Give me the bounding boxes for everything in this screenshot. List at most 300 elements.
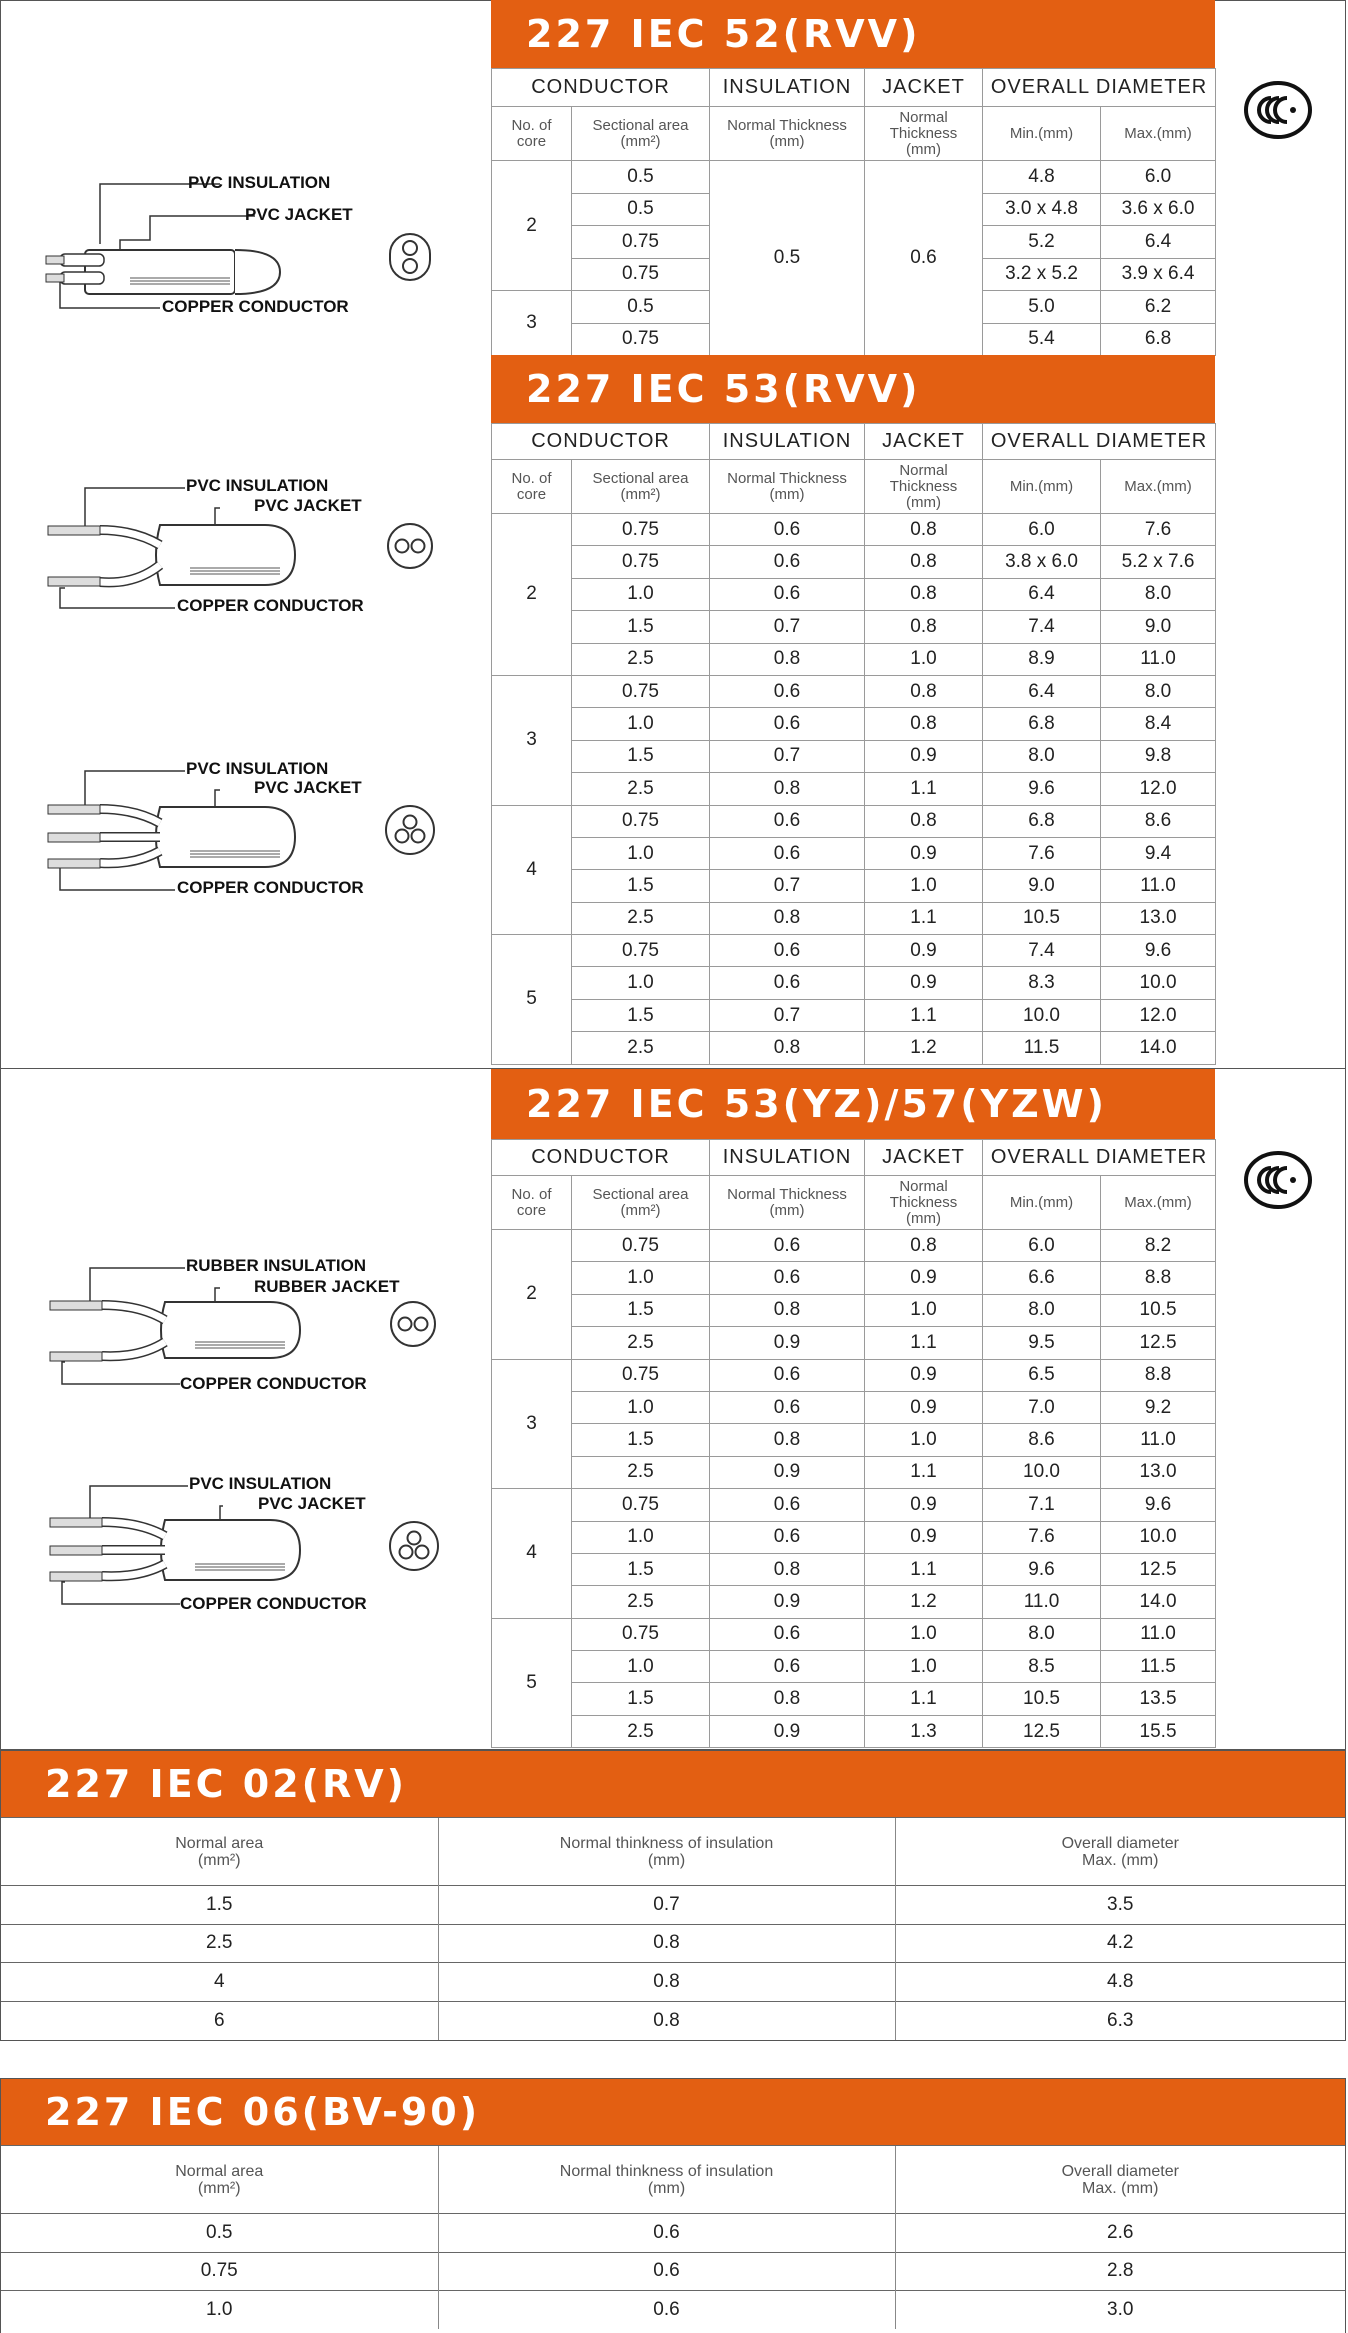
diameter-max-cell: 6.2 — [1101, 291, 1216, 324]
table-row — [492, 1715, 1216, 1747]
table-row — [492, 837, 1216, 869]
jacket-thickness-cell: 0.9 — [865, 967, 983, 999]
diameter-max-cell: 12.5 — [1101, 1327, 1216, 1359]
core-count-cell: 3 — [492, 675, 572, 805]
diameter-min-cell: 3.2 x 5.2 — [983, 258, 1101, 291]
table-row — [1, 2291, 1345, 2330]
diameter-min-cell: 9.0 — [983, 870, 1101, 902]
diameter-min-cell: 6.0 — [983, 1230, 1101, 1262]
header-row — [492, 69, 1216, 107]
diameter-max-cell: 3.9 x 6.4 — [1101, 258, 1216, 291]
subheader-row — [492, 460, 1216, 514]
normal-area-cell: 0.5 — [1, 2214, 438, 2253]
insulation-thickness-cell: 0.5 — [710, 161, 865, 356]
insulation-thickness-cell: 0.7 — [710, 740, 865, 772]
insulation-thickness-cell: 0.6 — [710, 675, 865, 707]
table-row — [492, 1651, 1216, 1683]
insulation-thickness-cell: 0.6 — [710, 1230, 865, 1262]
section-title-06-bv90: 227 IEC 06(BV-90) — [1, 2079, 1345, 2145]
diameter-min-cell: 9.6 — [983, 773, 1101, 805]
diameter-max-cell: 10.0 — [1101, 1521, 1216, 1553]
sectional-area-cell: 1.5 — [572, 1553, 710, 1585]
diameter-max-cell: 11.0 — [1101, 1424, 1216, 1456]
sectional-area-cell: 1.5 — [572, 999, 710, 1031]
sectional-area-cell: 0.75 — [572, 514, 710, 546]
insulation-thickness-cell: 0.6 — [710, 546, 865, 578]
col-header-jacket: JACKET — [865, 424, 983, 460]
jacket-thickness-cell: 0.9 — [865, 1391, 983, 1423]
diameter-max-cell: 9.6 — [1101, 1489, 1216, 1521]
diameter-min-cell: 12.5 — [983, 1715, 1101, 1747]
section-title-53-yz-57-yzw: 227 IEC 53(YZ)/57(YZW) — [491, 1069, 1215, 1139]
table-53-rvv — [491, 423, 1216, 1065]
cable-diagram-2core-rubber — [40, 1250, 460, 1410]
col-header-sectional-area: Sectional area (mm²) — [572, 460, 710, 514]
jacket-thickness-cell: 0.8 — [865, 805, 983, 837]
insulation-thickness-cell: 0.8 — [710, 1032, 865, 1064]
diameter-max-cell: 3.0 — [895, 2291, 1345, 2330]
col-header-conductor: CONDUCTOR — [492, 1140, 710, 1176]
insulation-thickness-cell: 0.8 — [710, 643, 865, 675]
jacket-thickness-cell: 1.0 — [865, 1651, 983, 1683]
diameter-min-cell: 7.6 — [983, 837, 1101, 869]
table-row — [492, 999, 1216, 1031]
col-header-normal-area: Normal area (mm²) — [1, 2146, 438, 2214]
diameter-min-cell: 10.0 — [983, 999, 1101, 1031]
diameter-max-cell: 8.4 — [1101, 708, 1216, 740]
diameter-max-cell: 2.6 — [895, 2214, 1345, 2253]
diameter-max-cell: 11.0 — [1101, 870, 1216, 902]
cable-diagram-3core-round — [40, 755, 460, 915]
table-row — [492, 643, 1216, 675]
diameter-max-cell: 12.0 — [1101, 773, 1216, 805]
diameter-min-cell: 8.6 — [983, 1424, 1101, 1456]
diameter-min-cell: 9.5 — [983, 1327, 1101, 1359]
diameter-min-cell: 6.8 — [983, 708, 1101, 740]
diameter-min-cell: 7.4 — [983, 611, 1101, 643]
jacket-thickness-cell: 1.1 — [865, 773, 983, 805]
col-header-insulation: INSULATION — [710, 424, 865, 460]
table-row — [492, 740, 1216, 772]
jacket-thickness-cell: 0.8 — [865, 675, 983, 707]
table-row — [492, 1230, 1216, 1262]
col-header-normal-thickness: Normal Thickness (mm) — [710, 1176, 865, 1230]
diameter-max-cell: 9.8 — [1101, 740, 1216, 772]
diameter-min-cell: 3.0 x 4.8 — [983, 193, 1101, 226]
col-header-overall-diameter: OVERALL DIAMETER — [983, 1140, 1216, 1176]
col-header-max: Max.(mm) — [1101, 1176, 1216, 1230]
insulation-thickness-cell: 0.8 — [710, 1553, 865, 1585]
ccc-mark-icon — [1243, 1149, 1313, 1211]
diameter-max-cell: 14.0 — [1101, 1032, 1216, 1064]
table-row — [492, 902, 1216, 934]
core-count-cell: 5 — [492, 935, 572, 1065]
diameter-min-cell: 6.6 — [983, 1262, 1101, 1294]
diameter-min-cell: 11.0 — [983, 1586, 1101, 1618]
core-count-cell: 4 — [492, 805, 572, 935]
col-header-max: Max.(mm) — [1101, 460, 1216, 514]
sectional-area-cell: 1.0 — [572, 1651, 710, 1683]
diameter-min-cell: 6.4 — [983, 675, 1101, 707]
col-header-insulation: INSULATION — [710, 69, 865, 107]
insulation-thickness-cell: 0.6 — [710, 578, 865, 610]
insulation-thickness-cell: 0.7 — [710, 611, 865, 643]
diameter-min-cell: 7.4 — [983, 935, 1101, 967]
col-header-no-of-core: No. of core — [492, 107, 572, 161]
table-row — [492, 1553, 1216, 1585]
diameter-min-cell: 7.6 — [983, 1521, 1101, 1553]
diameter-min-cell: 10.5 — [983, 902, 1101, 934]
diameter-max-cell: 12.0 — [1101, 999, 1216, 1031]
sectional-area-cell: 1.5 — [572, 1424, 710, 1456]
diameter-max-cell: 8.6 — [1101, 805, 1216, 837]
diameter-min-cell: 5.2 — [983, 226, 1101, 259]
jacket-thickness-cell: 1.0 — [865, 1424, 983, 1456]
jacket-thickness-cell: 0.9 — [865, 1359, 983, 1391]
jacket-thickness-cell: 0.9 — [865, 837, 983, 869]
jacket-thickness-cell: 0.8 — [865, 546, 983, 578]
diameter-min-cell: 8.5 — [983, 1651, 1101, 1683]
jacket-thickness-cell: 1.0 — [865, 1294, 983, 1326]
insulation-thickness-cell: 0.6 — [710, 1262, 865, 1294]
sectional-area-cell: 2.5 — [572, 1032, 710, 1064]
jacket-thickness-cell: 0.9 — [865, 1489, 983, 1521]
label-pvc-insulation: PVC INSULATION — [186, 759, 329, 778]
jacket-thickness-cell: 0.9 — [865, 1262, 983, 1294]
col-header-sectional-area: Sectional area (mm²) — [572, 107, 710, 161]
diameter-min-cell: 10.5 — [983, 1683, 1101, 1715]
col-header-jacket: JACKET — [865, 69, 983, 107]
table-row — [492, 1683, 1216, 1715]
label-rubber-jacket: RUBBER JACKET — [254, 1277, 400, 1296]
table-row — [1, 1963, 1345, 2002]
diameter-min-cell: 5.0 — [983, 291, 1101, 324]
sectional-area-cell: 0.5 — [572, 193, 710, 226]
normal-area-cell: 2.5 — [1, 1924, 438, 1963]
diameter-min-cell: 9.6 — [983, 1553, 1101, 1585]
sectional-area-cell: 2.5 — [572, 1456, 710, 1488]
header-row — [492, 424, 1216, 460]
table-06-bv90 — [1, 2145, 1345, 2329]
sectional-area-cell: 2.5 — [572, 1715, 710, 1747]
sectional-area-cell: 1.0 — [572, 1521, 710, 1553]
diameter-max-cell: 7.6 — [1101, 514, 1216, 546]
diameter-max-cell: 2.8 — [895, 2252, 1345, 2291]
jacket-thickness-cell: 1.1 — [865, 999, 983, 1031]
insulation-thickness-cell: 0.6 — [710, 1651, 865, 1683]
insulation-thickness-cell: 0.9 — [710, 1586, 865, 1618]
jacket-thickness-cell: 0.9 — [865, 935, 983, 967]
cable-diagram-2core-round — [40, 470, 460, 630]
col-header-conductor: CONDUCTOR — [492, 424, 710, 460]
col-header-no-of-core: No. of core — [492, 1176, 572, 1230]
diameter-min-cell: 3.8 x 6.0 — [983, 546, 1101, 578]
sectional-area-cell: 2.5 — [572, 643, 710, 675]
diameter-max-cell: 8.0 — [1101, 578, 1216, 610]
jacket-thickness-cell: 1.1 — [865, 1683, 983, 1715]
table-row — [492, 1521, 1216, 1553]
label-copper-conductor: COPPER CONDUCTOR — [162, 297, 349, 316]
diameter-max-cell: 11.0 — [1101, 643, 1216, 675]
jacket-thickness-cell: 1.2 — [865, 1586, 983, 1618]
label-pvc-insulation: PVC INSULATION — [189, 1474, 332, 1493]
header-row — [492, 1140, 1216, 1176]
diameter-max-cell: 10.0 — [1101, 967, 1216, 999]
diameter-min-cell: 6.8 — [983, 805, 1101, 837]
jacket-thickness-cell: 0.8 — [865, 708, 983, 740]
diameter-max-cell: 6.3 — [895, 2001, 1345, 2040]
table-row — [492, 773, 1216, 805]
diameter-max-cell: 8.8 — [1101, 1359, 1216, 1391]
col-header-insulation-thickness: Normal thinkness of insulation (mm) — [438, 1818, 895, 1886]
jacket-thickness-cell: 1.1 — [865, 1456, 983, 1488]
diameter-min-cell: 10.0 — [983, 1456, 1101, 1488]
sectional-area-cell: 2.5 — [572, 1327, 710, 1359]
normal-area-cell: 1.0 — [1, 2291, 438, 2330]
diameter-max-cell: 5.2 x 7.6 — [1101, 546, 1216, 578]
table-row — [492, 514, 1216, 546]
label-pvc-jacket: PVC JACKET — [254, 496, 362, 515]
insulation-thickness-cell: 0.6 — [710, 935, 865, 967]
table-52-rvv — [491, 68, 1216, 356]
table-row — [492, 935, 1216, 967]
insulation-thickness-cell: 0.8 — [710, 1294, 865, 1326]
cable-diagram-2core-flat — [40, 160, 460, 320]
diameter-min-cell: 8.9 — [983, 643, 1101, 675]
label-pvc-jacket: PVC JACKET — [254, 778, 362, 797]
insulation-thickness-cell: 0.8 — [710, 1683, 865, 1715]
jacket-thickness-cell: 1.2 — [865, 1032, 983, 1064]
diameter-min-cell: 8.3 — [983, 967, 1101, 999]
core-count-cell: 2 — [492, 161, 572, 291]
jacket-thickness-cell: 0.6 — [865, 161, 983, 356]
insulation-thickness-cell: 0.6 — [438, 2291, 895, 2330]
normal-area-cell: 1.5 — [1, 1886, 438, 1925]
col-header-min: Min.(mm) — [983, 107, 1101, 161]
header-row — [1, 1818, 1345, 1886]
table-row — [492, 1424, 1216, 1456]
jacket-thickness-cell: 1.1 — [865, 1327, 983, 1359]
diameter-max-cell: 11.0 — [1101, 1618, 1216, 1650]
table-row — [492, 1327, 1216, 1359]
diameter-max-cell: 13.0 — [1101, 1456, 1216, 1488]
col-header-jacket-thickness: Normal Thickness (mm) — [865, 107, 983, 161]
sectional-area-cell: 1.0 — [572, 967, 710, 999]
table-row — [492, 161, 1216, 194]
diameter-max-cell: 3.6 x 6.0 — [1101, 193, 1216, 226]
jacket-thickness-cell: 1.1 — [865, 902, 983, 934]
diameter-max-cell: 9.6 — [1101, 935, 1216, 967]
diameter-max-cell: 6.8 — [1101, 323, 1216, 356]
col-header-normal-thickness: Normal Thickness (mm) — [710, 107, 865, 161]
diameter-max-cell: 4.8 — [895, 1963, 1345, 2002]
col-header-conductor: CONDUCTOR — [492, 69, 710, 107]
jacket-thickness-cell: 0.9 — [865, 1521, 983, 1553]
table-row — [492, 675, 1216, 707]
table-row — [1, 2214, 1345, 2253]
table-row — [492, 611, 1216, 643]
diameter-max-cell: 9.0 — [1101, 611, 1216, 643]
diameter-min-cell: 11.5 — [983, 1032, 1101, 1064]
insulation-thickness-cell: 0.9 — [710, 1715, 865, 1747]
diameter-min-cell: 8.0 — [983, 740, 1101, 772]
ccc-mark-icon — [1243, 79, 1313, 141]
diameter-min-cell: 8.0 — [983, 1618, 1101, 1650]
table-row — [492, 1456, 1216, 1488]
sectional-area-cell: 0.75 — [572, 546, 710, 578]
jacket-thickness-cell: 1.0 — [865, 870, 983, 902]
sectional-area-cell: 0.75 — [572, 935, 710, 967]
label-pvc-jacket: PVC JACKET — [258, 1494, 366, 1513]
sectional-area-cell: 0.75 — [572, 323, 710, 356]
table-row — [492, 1359, 1216, 1391]
core-count-cell: 4 — [492, 1489, 572, 1619]
col-header-jacket: JACKET — [865, 1140, 983, 1176]
sectional-area-cell: 1.5 — [572, 870, 710, 902]
table-row — [492, 870, 1216, 902]
insulation-thickness-cell: 0.7 — [710, 870, 865, 902]
diameter-max-cell: 15.5 — [1101, 1715, 1216, 1747]
insulation-thickness-cell: 0.6 — [710, 1618, 865, 1650]
insulation-thickness-cell: 0.8 — [710, 773, 865, 805]
core-count-cell: 3 — [492, 291, 572, 356]
insulation-thickness-cell: 0.6 — [710, 1489, 865, 1521]
sectional-area-cell: 0.75 — [572, 226, 710, 259]
diameter-max-cell: 11.5 — [1101, 1651, 1216, 1683]
sectional-area-cell: 0.75 — [572, 675, 710, 707]
col-header-jacket-thickness: Normal Thickness (mm) — [865, 460, 983, 514]
section-title-53-rvv: 227 IEC 53(RVV) — [491, 355, 1215, 423]
jacket-thickness-cell: 1.0 — [865, 1618, 983, 1650]
insulation-thickness-cell: 0.9 — [710, 1456, 865, 1488]
table-row — [492, 1586, 1216, 1618]
sectional-area-cell: 1.5 — [572, 740, 710, 772]
col-header-min: Min.(mm) — [983, 1176, 1101, 1230]
core-count-cell: 3 — [492, 1359, 572, 1489]
table-row — [1, 1886, 1345, 1925]
diameter-max-cell: 10.5 — [1101, 1294, 1216, 1326]
label-copper-conductor: COPPER CONDUCTOR — [180, 1374, 367, 1393]
col-header-overall-diameter: OVERALL DIAMETER — [983, 424, 1216, 460]
diameter-max-cell: 12.5 — [1101, 1553, 1216, 1585]
insulation-thickness-cell: 0.8 — [438, 1963, 895, 2002]
col-header-no-of-core: No. of core — [492, 460, 572, 514]
normal-area-cell: 6 — [1, 2001, 438, 2040]
diameter-max-cell: 13.5 — [1101, 1683, 1216, 1715]
normal-area-cell: 0.75 — [1, 2252, 438, 2291]
label-rubber-insulation: RUBBER INSULATION — [186, 1256, 367, 1275]
col-header-normal-thickness: Normal Thickness (mm) — [710, 460, 865, 514]
sectional-area-cell: 1.0 — [572, 837, 710, 869]
table-row — [1, 2001, 1345, 2040]
label-pvc-jacket: PVC JACKET — [245, 205, 353, 224]
insulation-thickness-cell: 0.9 — [710, 1327, 865, 1359]
sectional-area-cell: 2.5 — [572, 1586, 710, 1618]
diameter-min-cell: 6.0 — [983, 514, 1101, 546]
core-count-cell: 2 — [492, 1230, 572, 1360]
insulation-thickness-cell: 0.8 — [438, 1924, 895, 1963]
section-title-02-rv: 227 IEC 02(RV) — [1, 1751, 1345, 1817]
jacket-thickness-cell: 0.8 — [865, 578, 983, 610]
col-header-overall-diameter: Overall diameter Max. (mm) — [895, 2146, 1345, 2214]
insulation-thickness-cell: 0.6 — [710, 837, 865, 869]
label-copper-conductor: COPPER CONDUCTOR — [180, 1594, 367, 1613]
sectional-area-cell: 1.5 — [572, 1683, 710, 1715]
diameter-max-cell: 13.0 — [1101, 902, 1216, 934]
table-row — [492, 1618, 1216, 1650]
diameter-max-cell: 9.2 — [1101, 1391, 1216, 1423]
sectional-area-cell: 1.0 — [572, 708, 710, 740]
diameter-max-cell: 14.0 — [1101, 1586, 1216, 1618]
table-row — [1, 1924, 1345, 1963]
col-header-sectional-area: Sectional area (mm²) — [572, 1176, 710, 1230]
col-header-overall-diameter: OVERALL DIAMETER — [983, 69, 1216, 107]
jacket-thickness-cell: 0.8 — [865, 514, 983, 546]
cable-diagram-3core-pvc — [40, 1470, 460, 1630]
sectional-area-cell: 2.5 — [572, 773, 710, 805]
diameter-min-cell: 4.8 — [983, 161, 1101, 194]
header-row — [1, 2146, 1345, 2214]
diameter-min-cell: 7.1 — [983, 1489, 1101, 1521]
subheader-row — [492, 1176, 1216, 1230]
insulation-thickness-cell: 0.7 — [438, 1886, 895, 1925]
diameter-min-cell: 6.4 — [983, 578, 1101, 610]
insulation-thickness-cell: 0.6 — [710, 514, 865, 546]
sectional-area-cell: 0.75 — [572, 1489, 710, 1521]
sectional-area-cell: 2.5 — [572, 902, 710, 934]
subheader-row — [492, 107, 1216, 161]
sectional-area-cell: 0.75 — [572, 1618, 710, 1650]
table-row — [492, 967, 1216, 999]
table-row — [492, 708, 1216, 740]
sectional-area-cell: 0.75 — [572, 805, 710, 837]
table-02-rv — [1, 1817, 1345, 2040]
sectional-area-cell: 1.0 — [572, 1391, 710, 1423]
label-pvc-insulation: PVC INSULATION — [186, 476, 329, 495]
table-row — [492, 546, 1216, 578]
insulation-thickness-cell: 0.8 — [710, 902, 865, 934]
insulation-thickness-cell: 0.6 — [710, 1359, 865, 1391]
diameter-max-cell: 8.8 — [1101, 1262, 1216, 1294]
table-row — [492, 805, 1216, 837]
diameter-min-cell: 6.5 — [983, 1359, 1101, 1391]
sectional-area-cell: 0.75 — [572, 1230, 710, 1262]
label-pvc-insulation: PVC INSULATION — [188, 173, 331, 192]
diameter-max-cell: 9.4 — [1101, 837, 1216, 869]
sectional-area-cell: 0.5 — [572, 291, 710, 324]
col-header-normal-area: Normal area (mm²) — [1, 1818, 438, 1886]
core-count-cell: 5 — [492, 1618, 572, 1748]
jacket-thickness-cell: 0.9 — [865, 740, 983, 772]
normal-area-cell: 4 — [1, 1963, 438, 2002]
diameter-max-cell: 3.5 — [895, 1886, 1345, 1925]
insulation-thickness-cell: 0.6 — [438, 2214, 895, 2253]
sectional-area-cell: 0.75 — [572, 1359, 710, 1391]
insulation-thickness-cell: 0.6 — [710, 967, 865, 999]
table-row — [492, 1294, 1216, 1326]
jacket-thickness-cell: 0.8 — [865, 611, 983, 643]
insulation-thickness-cell: 0.6 — [710, 1391, 865, 1423]
section-title-52-rvv: 227 IEC 52(RVV) — [491, 0, 1215, 68]
diameter-max-cell: 8.2 — [1101, 1230, 1216, 1262]
diameter-max-cell: 6.0 — [1101, 161, 1216, 194]
col-header-max: Max.(mm) — [1101, 107, 1216, 161]
diameter-min-cell: 8.0 — [983, 1294, 1101, 1326]
table-row — [492, 1262, 1216, 1294]
jacket-thickness-cell: 1.1 — [865, 1553, 983, 1585]
insulation-thickness-cell: 0.6 — [438, 2252, 895, 2291]
col-header-insulation-thickness: Normal thinkness of insulation (mm) — [438, 2146, 895, 2214]
